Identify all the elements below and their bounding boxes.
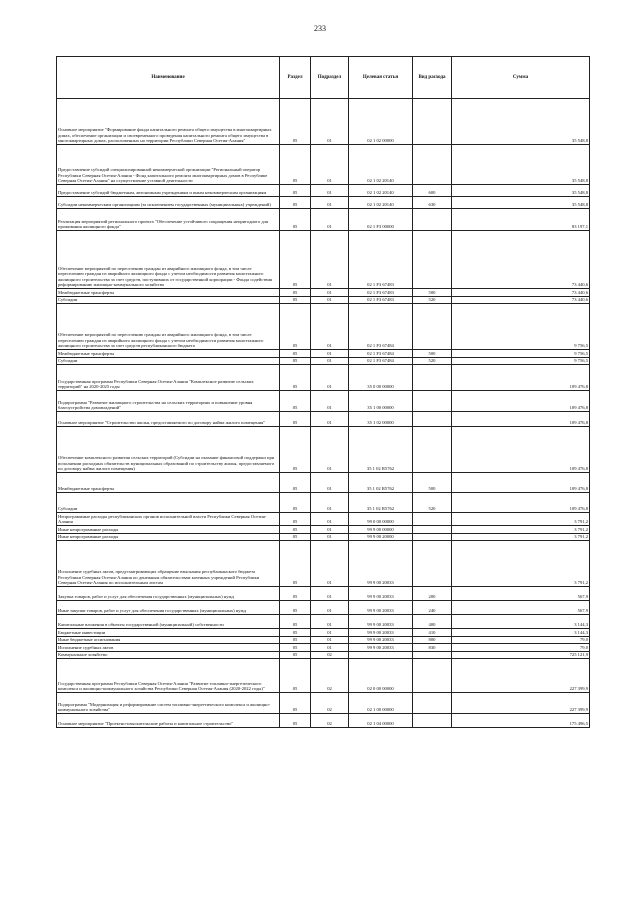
row-target-article-cell: 99 9 00 20033: [349, 601, 413, 615]
table-row: [57, 714, 590, 728]
row-expense-type-cell: [413, 304, 452, 350]
row-sum-cell: 73 440,6: [452, 231, 590, 289]
row-sum-cell: 109 476,8: [452, 391, 590, 412]
row-name-cell: Государственная программа Республики Северная Осетия-Алания "Развитие топливно-энергетического комплекса и жилищно-коммунального хозяйства Республики Северная Осетия-Алания (2020-2022 годы)": [57, 659, 280, 693]
table-row: [57, 513, 590, 526]
row-podrazdel-cell: 01: [311, 304, 349, 350]
row-expense-type-cell: 500: [413, 473, 452, 493]
row-razdel-cell: 05: [280, 714, 311, 728]
row-razdel-cell: 05: [280, 357, 311, 365]
table-row: [57, 651, 590, 659]
row-expense-type-cell: [413, 714, 452, 728]
row-razdel-cell: 05: [280, 289, 311, 297]
row-expense-type-cell: [413, 651, 452, 659]
table-row: [57, 357, 590, 365]
row-razdel-cell: 05: [280, 350, 311, 358]
row-sum-cell: 109 476,8: [452, 427, 590, 473]
row-podrazdel-cell: 01: [311, 365, 349, 391]
row-podrazdel-cell: 01: [311, 513, 349, 526]
row-expense-type-cell: 200: [413, 587, 452, 601]
row-target-article-cell: 35 1 02 R5762: [349, 473, 413, 493]
row-razdel-cell: 05: [280, 145, 311, 185]
row-podrazdel-cell: 01: [311, 209, 349, 231]
row-razdel-cell: 05: [280, 296, 311, 304]
row-name-cell: Обеспечение комплексного развития сельских территорий (Субсидии на оказание финансовой поддержки при исполнении расходных обязательств муниципальных образований по строительству жилья, предоставляемого по договору найма жилого помещения): [57, 427, 280, 473]
row-podrazdel-cell: 01: [311, 636, 349, 644]
row-name-cell: Подпрограмма "Модернизация и реформирование систем топливно-энергетического комплекса и жилищно-коммунального хозяйства": [57, 693, 280, 714]
row-sum-cell: 725 121,9: [452, 651, 590, 659]
row-expense-type-cell: [413, 209, 452, 231]
row-target-article-cell: 35 1 02 R5762: [349, 427, 413, 473]
row-expense-type-cell: 500: [413, 289, 452, 297]
row-sum-cell: 109 476,8: [452, 365, 590, 391]
row-target-article-cell: 99 0 00 00000: [349, 513, 413, 526]
budget-table: [56, 56, 590, 728]
row-target-article-cell: 35 1 02 R5762: [349, 493, 413, 513]
row-target-article-cell: 02 1 F3 67483: [349, 231, 413, 289]
row-sum-cell: 109 476,8: [452, 412, 590, 427]
row-razdel-cell: 05: [280, 304, 311, 350]
row-name-cell: Межбюджетные трансферты: [57, 289, 280, 297]
row-expense-type-cell: 410: [413, 629, 452, 637]
table-row: [57, 629, 590, 637]
row-sum-cell: 3 791,2: [452, 526, 590, 534]
row-target-article-cell: 02 1 F3 67483: [349, 296, 413, 304]
row-sum-cell: 79,0: [452, 644, 590, 652]
header-podrazdel: Подраздел: [311, 57, 349, 99]
table-row: [57, 636, 590, 644]
table-row: [57, 659, 590, 693]
row-target-article-cell: [349, 651, 413, 659]
table-row: [57, 541, 590, 587]
row-name-cell: Коммунальное хозяйство: [57, 651, 280, 659]
row-name-cell: Бюджетные инвестиции: [57, 629, 280, 637]
row-podrazdel-cell: 01: [311, 427, 349, 473]
row-expense-type-cell: [413, 412, 452, 427]
table-row: [57, 350, 590, 358]
row-sum-cell: 109 476,8: [452, 473, 590, 493]
row-razdel-cell: 05: [280, 541, 311, 587]
row-target-article-cell: 99 9 00 20033: [349, 636, 413, 644]
row-target-article-cell: 99 9 00 20033: [349, 541, 413, 587]
row-expense-type-cell: 520: [413, 357, 452, 365]
row-podrazdel-cell: 01: [311, 615, 349, 629]
row-target-article-cell: 99 9 00 20033: [349, 615, 413, 629]
row-sum-cell: 73 440,6: [452, 289, 590, 297]
row-target-article-cell: 99 9 00 20033: [349, 629, 413, 637]
row-target-article-cell: 02 0 00 00000: [349, 659, 413, 693]
row-podrazdel-cell: 01: [311, 629, 349, 637]
row-podrazdel-cell: 01: [311, 185, 349, 197]
row-razdel-cell: 05: [280, 651, 311, 659]
row-target-article-cell: 02 1 F3 67484: [349, 304, 413, 350]
row-expense-type-cell: 800: [413, 636, 452, 644]
row-podrazdel-cell: 02: [311, 714, 349, 728]
row-razdel-cell: 05: [280, 185, 311, 197]
table-row: [57, 427, 590, 473]
table-row: [57, 296, 590, 304]
row-target-article-cell: 35 0 00 00000: [349, 365, 413, 391]
row-expense-type-cell: [413, 391, 452, 412]
row-name-cell: Иные непрограммные расходы: [57, 526, 280, 534]
row-name-cell: Иные бюджетные ассигнования: [57, 636, 280, 644]
row-expense-type-cell: 630: [413, 197, 452, 209]
row-expense-type-cell: [413, 427, 452, 473]
row-podrazdel-cell: 01: [311, 145, 349, 185]
row-sum-cell: 567,9: [452, 601, 590, 615]
row-expense-type-cell: [413, 533, 452, 541]
row-target-article-cell: 02 1 F3 67484: [349, 350, 413, 358]
row-name-cell: Исполнение судебных актов: [57, 644, 280, 652]
row-name-cell: Межбюджетные трансферты: [57, 473, 280, 493]
row-expense-type-cell: [413, 365, 452, 391]
table-row: [57, 615, 590, 629]
row-razdel-cell: 05: [280, 533, 311, 541]
row-expense-type-cell: [413, 659, 452, 693]
row-sum-cell: 3 144,3: [452, 629, 590, 637]
row-sum-cell: 227 399,9: [452, 693, 590, 714]
row-target-article-cell: 99 9 00 20033: [349, 587, 413, 601]
row-razdel-cell: 05: [280, 427, 311, 473]
row-razdel-cell: 05: [280, 365, 311, 391]
row-expense-type-cell: 240: [413, 601, 452, 615]
page-number: 233: [314, 24, 326, 33]
table-row: [57, 197, 590, 209]
row-expense-type-cell: 830: [413, 644, 452, 652]
row-expense-type-cell: 500: [413, 350, 452, 358]
header-name: Наименование: [57, 57, 280, 99]
row-razdel-cell: 05: [280, 693, 311, 714]
table-row: [57, 391, 590, 412]
row-target-article-cell: 02 1 02 20140: [349, 185, 413, 197]
row-target-article-cell: 99 9 00 20000: [349, 533, 413, 541]
row-expense-type-cell: 520: [413, 296, 452, 304]
row-podrazdel-cell: 01: [311, 197, 349, 209]
row-razdel-cell: 05: [280, 412, 311, 427]
row-expense-type-cell: [413, 145, 452, 185]
row-expense-type-cell: 520: [413, 493, 452, 513]
row-sum-cell: 3 791,2: [452, 541, 590, 587]
table-row: [57, 693, 590, 714]
row-podrazdel-cell: 01: [311, 231, 349, 289]
row-expense-type-cell: [413, 541, 452, 587]
row-razdel-cell: 05: [280, 587, 311, 601]
row-target-article-cell: 02 1 F3 67484: [349, 357, 413, 365]
row-sum-cell: 9 756,5: [452, 304, 590, 350]
table-row: [57, 209, 590, 231]
table-row: [57, 289, 590, 297]
row-target-article-cell: 02 1 02 20140: [349, 145, 413, 185]
row-podrazdel-cell: 01: [311, 493, 349, 513]
row-expense-type-cell: [413, 231, 452, 289]
table-row: [57, 99, 590, 145]
row-name-cell: Закупка товаров, работ и услуг для обеспечения государственных (муниципальных) нужд: [57, 587, 280, 601]
table-row: [57, 231, 590, 289]
row-sum-cell: 227 399,9: [452, 659, 590, 693]
row-podrazdel-cell: 01: [311, 473, 349, 493]
row-sum-cell: 175 496,5: [452, 714, 590, 728]
row-name-cell: Обеспечение мероприятий по переселению граждан из аварийного жилищного фонда, в том числе переселению граждан из аварийного жилищного фонда с учетом необходимости развития малоэтажного жилищного строительства за счет средств республиканского бюджета: [57, 304, 280, 350]
row-podrazdel-cell: 01: [311, 289, 349, 297]
row-razdel-cell: 05: [280, 99, 311, 145]
row-razdel-cell: 05: [280, 513, 311, 526]
row-expense-type-cell: [413, 99, 452, 145]
row-name-cell: Иные закупки товаров, работ и услуг для обеспечения государственных (муниципальных) нужд: [57, 601, 280, 615]
row-expense-type-cell: 600: [413, 185, 452, 197]
row-sum-cell: 83 197,1: [452, 209, 590, 231]
row-podrazdel-cell: 02: [311, 693, 349, 714]
row-razdel-cell: 05: [280, 493, 311, 513]
row-name-cell: Межбюджетные трансферты: [57, 350, 280, 358]
header-sum: Сумма: [452, 57, 590, 99]
row-name-cell: Капитальные вложения в объекты государственной (муниципальной) собственности: [57, 615, 280, 629]
row-target-article-cell: 02 1 02 00000: [349, 99, 413, 145]
row-podrazdel-cell: 01: [311, 526, 349, 534]
row-sum-cell: 79,0: [452, 636, 590, 644]
row-razdel-cell: 05: [280, 391, 311, 412]
row-target-article-cell: 35 1 00 00000: [349, 391, 413, 412]
table-row: [57, 412, 590, 427]
row-razdel-cell: 05: [280, 209, 311, 231]
row-sum-cell: 109 476,8: [452, 493, 590, 513]
row-target-article-cell: 99 9 00 20033: [349, 644, 413, 652]
table-row: [57, 601, 590, 615]
row-podrazdel-cell: 01: [311, 350, 349, 358]
row-name-cell: Реализация мероприятий регионального проекта "Обеспечение устойчивого сокращения непригодного для проживания жилищного фонда": [57, 209, 280, 231]
row-name-cell: Предоставление субсидий специализированной некоммерческой организации "Региональный оператор Республики Северная Осетия-Алания - Фонд капитального ремонта многоквартирных домов в Республике Северная Осетия-Алания" на осуществление уставной деятельности: [57, 145, 280, 185]
row-podrazdel-cell: 01: [311, 99, 349, 145]
table-row: [57, 473, 590, 493]
row-name-cell: Основное мероприятие "Строительство жилья, предоставляемого по договору найма жилого помещения": [57, 412, 280, 427]
row-sum-cell: 35 548,8: [452, 185, 590, 197]
row-sum-cell: 73 440,6: [452, 296, 590, 304]
row-podrazdel-cell: 01: [311, 296, 349, 304]
row-name-cell: Предоставление субсидий бюджетным, автономным учреждениям и иным некоммерческим организациям: [57, 185, 280, 197]
row-podrazdel-cell: 01: [311, 391, 349, 412]
row-podrazdel-cell: 01: [311, 357, 349, 365]
row-podrazdel-cell: 02: [311, 651, 349, 659]
row-podrazdel-cell: 01: [311, 644, 349, 652]
table-row: [57, 145, 590, 185]
row-name-cell: Основное мероприятие "Проектно-изыскательские работы и капитальное строительство": [57, 714, 280, 728]
row-razdel-cell: 05: [280, 644, 311, 652]
row-razdel-cell: 05: [280, 473, 311, 493]
row-razdel-cell: 05: [280, 197, 311, 209]
row-name-cell: Субсидии: [57, 493, 280, 513]
table-row: [57, 587, 590, 601]
row-razdel-cell: 05: [280, 615, 311, 629]
header-target-article: Целевая статья: [349, 57, 413, 99]
row-sum-cell: 3 791,2: [452, 533, 590, 541]
row-name-cell: Субсидии: [57, 357, 280, 365]
row-name-cell: Исполнение судебных актов, предусматривающих обращение взыскания республиканского бюджета Республики Северная Осетия-Алания по денежным обязательствам казенных учреждений Республики Северная Осетия-Алания по исполнительным листам: [57, 541, 280, 587]
row-razdel-cell: 05: [280, 231, 311, 289]
table-row: [57, 533, 590, 541]
row-target-article-cell: 35 1 02 00000: [349, 412, 413, 427]
table-row: [57, 644, 590, 652]
row-razdel-cell: 05: [280, 659, 311, 693]
row-target-article-cell: 02 1 00 00000: [349, 693, 413, 714]
row-podrazdel-cell: 02: [311, 659, 349, 693]
row-sum-cell: 3 144,3: [452, 615, 590, 629]
row-name-cell: Государственная программа Республики Северная Осетия-Алания "Комплексное развитие сельских территорий" на 2020-2025 годы: [57, 365, 280, 391]
row-razdel-cell: 05: [280, 636, 311, 644]
row-name-cell: Подпрограмма "Развитие жилищного строительства на сельских территориях и повышение уровня благоустройства домовладений": [57, 391, 280, 412]
row-name-cell: Иные непрограммные расходы: [57, 533, 280, 541]
row-sum-cell: 567,9: [452, 587, 590, 601]
row-podrazdel-cell: 01: [311, 601, 349, 615]
row-razdel-cell: 05: [280, 629, 311, 637]
row-expense-type-cell: [413, 526, 452, 534]
row-target-article-cell: 02 1 04 00000: [349, 714, 413, 728]
row-razdel-cell: 05: [280, 526, 311, 534]
table-row: [57, 304, 590, 350]
header-razdel: Раздел: [280, 57, 311, 99]
row-sum-cell: 35 548,8: [452, 99, 590, 145]
row-name-cell: Непрограммные расходы республиканских органов исполнительной власти Республики Северная Осетия-Алания: [57, 513, 280, 526]
row-target-article-cell: 02 1 02 20140: [349, 197, 413, 209]
row-expense-type-cell: 400: [413, 615, 452, 629]
row-name-cell: Основное мероприятие "Формирование фонда капитального ремонта общего имущества в многоквартирных домах, обеспечение организации и своевременного проведения капитального ремонта общего имущества в многоквартирных домах, расположенных на территории Республики Северная Осетия-Алания": [57, 99, 280, 145]
row-name-cell: Субсидии: [57, 296, 280, 304]
row-expense-type-cell: [413, 693, 452, 714]
row-podrazdel-cell: 01: [311, 541, 349, 587]
row-sum-cell: 3 791,2: [452, 513, 590, 526]
table-header: [57, 57, 590, 99]
row-sum-cell: 9 756,5: [452, 350, 590, 358]
row-target-article-cell: 02 1 F3 67483: [349, 289, 413, 297]
header-expense-type: Вид расхода: [413, 57, 452, 99]
table-row: [57, 365, 590, 391]
row-podrazdel-cell: 01: [311, 587, 349, 601]
table-row: [57, 185, 590, 197]
row-name-cell: Обеспечение мероприятий по переселению граждан из аварийного жилищного фонда, в том числе переселению граждан из аварийного жилищного фонда с учетом необходимости развития малоэтажного жилищного строительства за счет средств, поступивших от государственной корпорации - Фонда содействия реформированию жилищно-коммунального хозяйства: [57, 231, 280, 289]
row-sum-cell: 35 548,8: [452, 145, 590, 185]
row-sum-cell: 9 756,5: [452, 357, 590, 365]
row-name-cell: Субсидии некоммерческим организациям (за исключением государственных (муниципальных) учреждений): [57, 197, 280, 209]
table-row: [57, 526, 590, 534]
row-podrazdel-cell: 01: [311, 533, 349, 541]
row-expense-type-cell: [413, 513, 452, 526]
table-body: [57, 99, 590, 728]
table-row: [57, 493, 590, 513]
row-target-article-cell: 99 9 00 00000: [349, 526, 413, 534]
row-razdel-cell: 05: [280, 601, 311, 615]
row-target-article-cell: 02 1 F3 00000: [349, 209, 413, 231]
row-podrazdel-cell: 01: [311, 412, 349, 427]
row-sum-cell: 35 548,8: [452, 197, 590, 209]
